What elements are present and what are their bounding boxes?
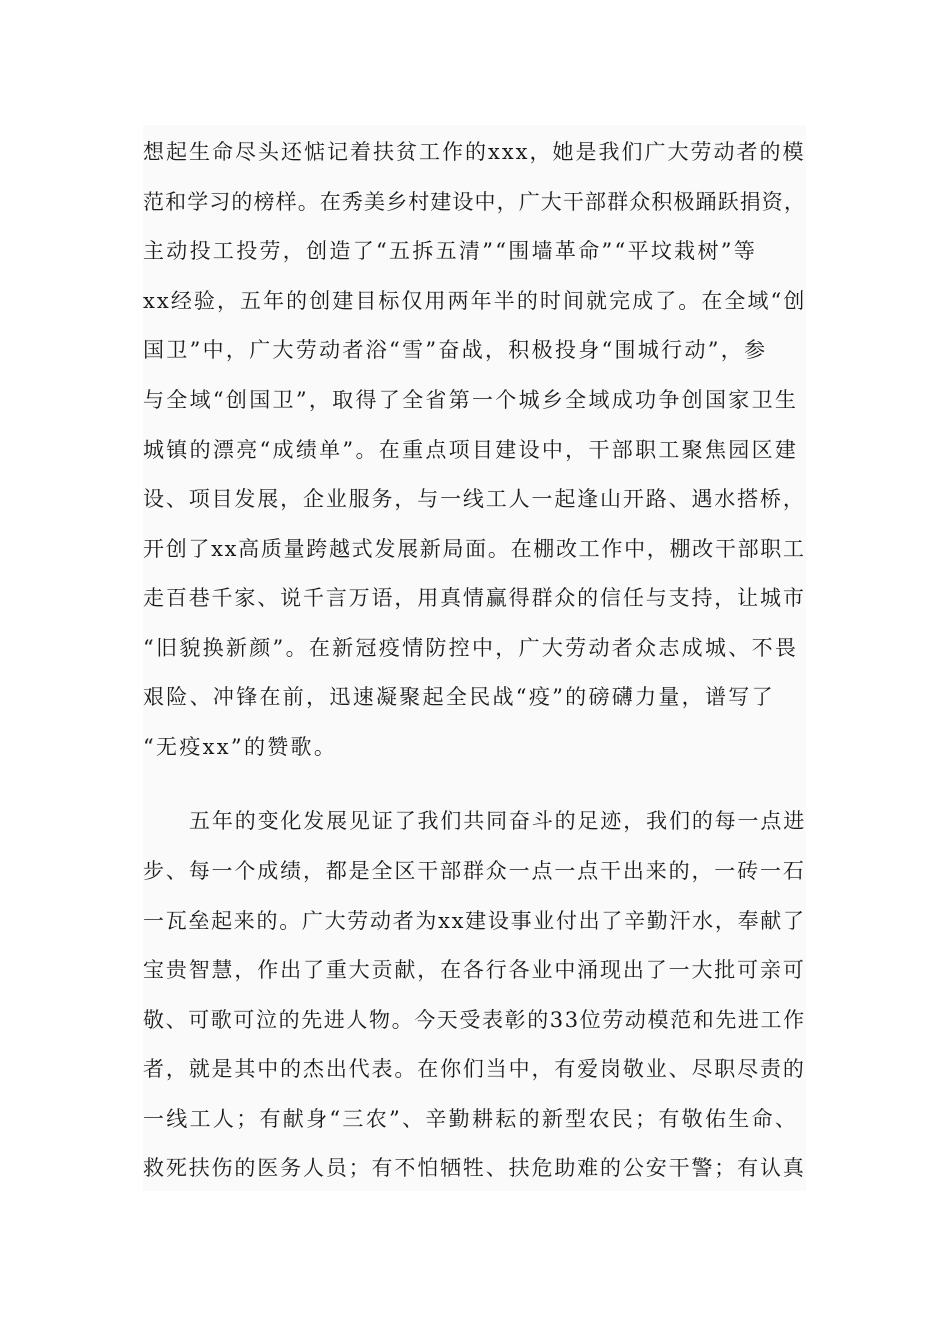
paragraph-2-line-8: 救死扶伤的医务人员；有不怕牺牲、扶危助难的公安干警；有认真 bbox=[143, 1156, 806, 1180]
paragraph-1-line-5: 国卫”中，广大劳动者浴“雪”奋战，积极投身“围城行动”，参 bbox=[143, 338, 768, 362]
paragraph-2-line-5: 敬、可歌可泣的先进人物。今天受表彰的33位劳动模范和先进工作 bbox=[143, 1008, 806, 1032]
paragraph-1-line-2: 范和学习的榜样。在秀美乡村建设中，广大干部群众积极踊跃捐资， bbox=[143, 190, 806, 214]
paragraph-1-line-8: 设、项目发展，企业服务，与一线工人一起逢山开路、遇水搭桥， bbox=[143, 487, 806, 511]
paragraph-2-line-4: 宝贵智慧，作出了重大贡献，在各行各业中涌现出了一大批可亲可 bbox=[143, 958, 806, 982]
paragraph-1-line-11: “旧貌换新颜”。在新冠疫情防控中，广大劳动者众志成城、不畏 bbox=[143, 636, 799, 660]
paragraph-2-line-7: 一线工人；有献身“三农”、辛勤耕耘的新型农民；有敬佑生命、 bbox=[143, 1107, 799, 1131]
document-body bbox=[143, 125, 806, 1191]
paragraph-1-line-3: 主动投工投劳，创造了“五拆五清”“围墙革命”“平坟栽树”等 bbox=[143, 239, 758, 263]
paragraph-1-line-13: “无疫xx”的赞歌。 bbox=[143, 735, 338, 759]
paragraph-1-line-6: 与全域“创国卫”，取得了全省第一个城乡全域成功争创国家卫生 bbox=[143, 388, 799, 412]
paragraph-1-line-10: 走百巷千家、说千言万语，用真情赢得群众的信任与支持，让城市 bbox=[143, 586, 806, 610]
paragraph-1-line-12: 艰险、冲锋在前，迅速凝聚起全民战“疫”的磅礴力量，谱写了 bbox=[143, 685, 775, 709]
paragraph-1-line-7: 城镇的漂亮“成绩单”。在重点项目建设中，干部职工聚焦园区建 bbox=[143, 438, 799, 462]
paragraph-1-line-1: 想起生命尽头还惦记着扶贫工作的xxx，她是我们广大劳动者的模 bbox=[143, 140, 806, 164]
paragraph-1-line-9: 开创了xx高质量跨越式发展新局面。在棚改工作中，棚改干部职工 bbox=[143, 537, 806, 561]
paragraph-2-line-6: 者，就是其中的杰出代表。在你们当中，有爱岗敬业、尽职尽责的 bbox=[143, 1057, 806, 1081]
paragraph-2-line-2: 步、每一个成绩，都是全区干部群众一点一点干出来的，一砖一石 bbox=[143, 859, 806, 883]
paragraph-2-line-3: 一瓦垒起来的。广大劳动者为xx建设事业付出了辛勤汗水，奉献了 bbox=[143, 909, 806, 933]
paragraph-1-line-4: xx经验，五年的创建目标仅用两年半的时间就完成了。在全域“创 bbox=[143, 289, 807, 313]
paragraph-2-line-1: 五年的变化发展见证了我们共同奋斗的足迹，我们的每一点进 bbox=[189, 809, 807, 833]
